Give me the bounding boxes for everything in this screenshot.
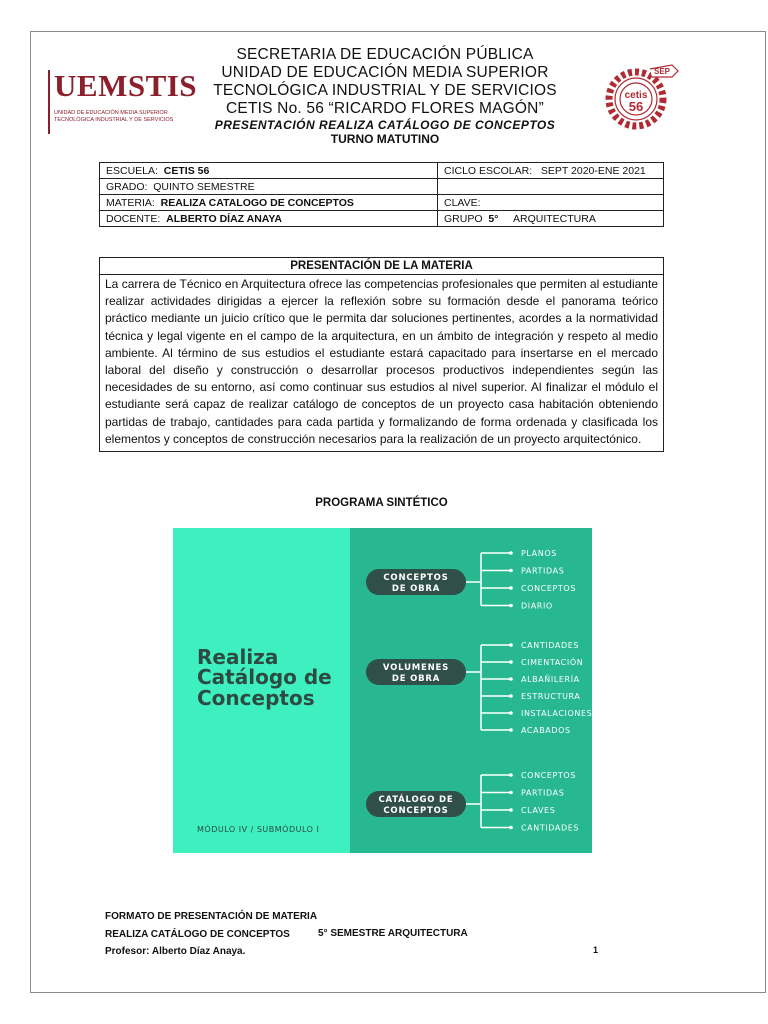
header-subtitle: PRESENTACIÓN REALIZA CATÁLOGO DE CONCEPTOS <box>214 118 556 132</box>
group-label-1-0: VOLUMENES <box>382 663 450 673</box>
item-label-1-1: CIMENTACIÓN <box>521 658 584 667</box>
item-label-2-3: CANTIDADES <box>521 823 580 833</box>
item-label-1-2: ALBAÑILERÍA <box>521 675 580 684</box>
item-label-2-1: PARTIDAS <box>521 788 565 798</box>
presentacion-body: La carrera de Técnico en Arquitectura ofrece las competencias profesionales que permiten al estudiante realizar actividades dirigidas a ejercer la reflexión sobre su formación desde el panorama teórico práctico mediante un juicio crítico que le permita dar soluciones pertinentes, acordes a la normatividad técnica y legal vigente en el campo de la arquitectura, en un ámbito de integración y respeto al medio ambiente. Al término de sus estudios el estudiante estará capacitado para insertarse en el mercado laboral del diseño y construcción o desarrollar procesos productivos independientes según las necesidades de su entorno, así como continuar sus estudios al nivel superior. Al finalizar el módulo el estudiante será capaz de realizar catálogo de conceptos de un proyecto casa habitación obteniendo partidas de trabajo, cantidades para cada partida y formalizando de forma ordenada y clasificada los elementos y conceptos de construcción necesarios para la realización de un proyecto arquitectónico. <box>105 277 658 446</box>
document-header <box>190 46 580 146</box>
footer-line-2: REALIZA CATÁLOGO DE CONCEPTOS <box>105 928 290 940</box>
header-line-3: TECNOLÓGICA INDUSTRIAL Y DE SERVICIOS <box>213 82 557 99</box>
item-dot-1-3 <box>509 694 513 698</box>
programa-diagram <box>173 528 592 853</box>
item-label-0-2: CONCEPTOS <box>521 584 576 593</box>
materia-cell: MATERIA: REALIZA CATALOGO DE CONCEPTOS <box>100 195 438 211</box>
main-title-line-1: Realiza <box>197 645 279 669</box>
item-label-0-3: DIARIO <box>521 601 553 611</box>
escuela-cell: ESCUELA: CETIS 56 <box>100 163 438 179</box>
grupo-cell: GRUPO 5° ARQUITECTURA <box>438 211 664 227</box>
item-dot-2-1 <box>509 791 513 795</box>
item-dot-0-1 <box>509 569 513 573</box>
item-dot-2-0 <box>509 773 513 777</box>
info-table <box>99 162 664 227</box>
main-title-line-2: Catálogo de <box>197 665 332 689</box>
ciclo-cell: CICLO ESCOLAR: SEPT 2020-ENE 2021 <box>438 163 664 179</box>
item-label-1-5: ACABADOS <box>521 726 571 735</box>
header-line-4: CETIS No. 56 “RICARDO FLORES MAGÓN” <box>226 100 544 117</box>
empty-cell <box>438 179 664 195</box>
main-title-line-3: Conceptos <box>197 686 315 710</box>
footer-semestre: 5° SEMESTRE ARQUITECTURA <box>318 928 468 939</box>
cetis-label: cetis <box>624 90 648 101</box>
item-dot-2-2 <box>509 808 513 812</box>
item-dot-1-5 <box>509 728 513 732</box>
item-label-1-3: ESTRUCTURA <box>521 692 581 701</box>
module-label: MÓDULO IV / SUBMÓDULO I <box>197 825 320 834</box>
item-dot-1-1 <box>509 660 513 664</box>
programa-title: PROGRAMA SINTÉTICO <box>315 497 448 509</box>
item-dot-1-4 <box>509 711 513 715</box>
group-label-0-0: CONCEPTOS <box>383 573 449 583</box>
group-label-2-0: CATÁLOGO DE <box>378 795 454 805</box>
item-label-1-0: CANTIDADES <box>521 641 580 650</box>
page-number: 1 <box>593 945 599 955</box>
uemstis-logo: UEMSTIS UNIDAD DE EDUCACIÓN MEDIA SUPERIOR TECNOLÓGICA INDUSTRIAL Y DE SERVICIOS <box>48 68 188 138</box>
footer <box>105 908 468 961</box>
item-dot-0-0 <box>509 551 513 555</box>
item-label-0-0: PLANOS <box>521 549 557 558</box>
header-line-2: UNIDAD DE EDUCACIÓN MEDIA SUPERIOR <box>221 64 549 81</box>
header-turno: TURNO MATUTINO <box>330 132 440 146</box>
item-dot-0-3 <box>509 604 513 608</box>
group-label-2-1: CONCEPTOS <box>383 806 449 816</box>
item-dot-2-3 <box>509 826 513 830</box>
cetis-logo <box>600 55 680 135</box>
presentacion-title: PRESENTACIÓN DE LA MATERIA <box>100 258 663 275</box>
item-label-2-0: CONCEPTOS <box>521 771 576 780</box>
item-dot-1-0 <box>509 643 513 647</box>
item-dot-1-2 <box>509 677 513 681</box>
sep-label: SEP <box>653 67 671 76</box>
item-dot-0-2 <box>509 586 513 590</box>
grado-cell: GRADO: QUINTO SEMESTRE <box>100 179 438 195</box>
header-line-1: SECRETARIA DE EDUCACIÓN PÚBLICA <box>236 46 534 63</box>
presentacion-box <box>99 257 664 452</box>
cetis-number: 56 <box>628 99 644 114</box>
footer-line-3: Profesor: Alberto Díaz Anaya. <box>105 946 246 957</box>
item-label-1-4: INSTALACIONES <box>521 709 592 718</box>
item-label-0-1: PARTIDAS <box>521 566 565 576</box>
group-label-0-1: DE OBRA <box>391 584 441 594</box>
footer-line-1: FORMATO DE PRESENTACIÓN DE MATERIA <box>105 911 318 922</box>
group-label-1-1: DE OBRA <box>391 674 441 684</box>
item-label-2-2: CLAVES <box>521 806 556 815</box>
docente-cell: DOCENTE: ALBERTO DÍAZ ANAYA <box>100 211 438 227</box>
clave-cell: CLAVE: <box>438 195 664 211</box>
